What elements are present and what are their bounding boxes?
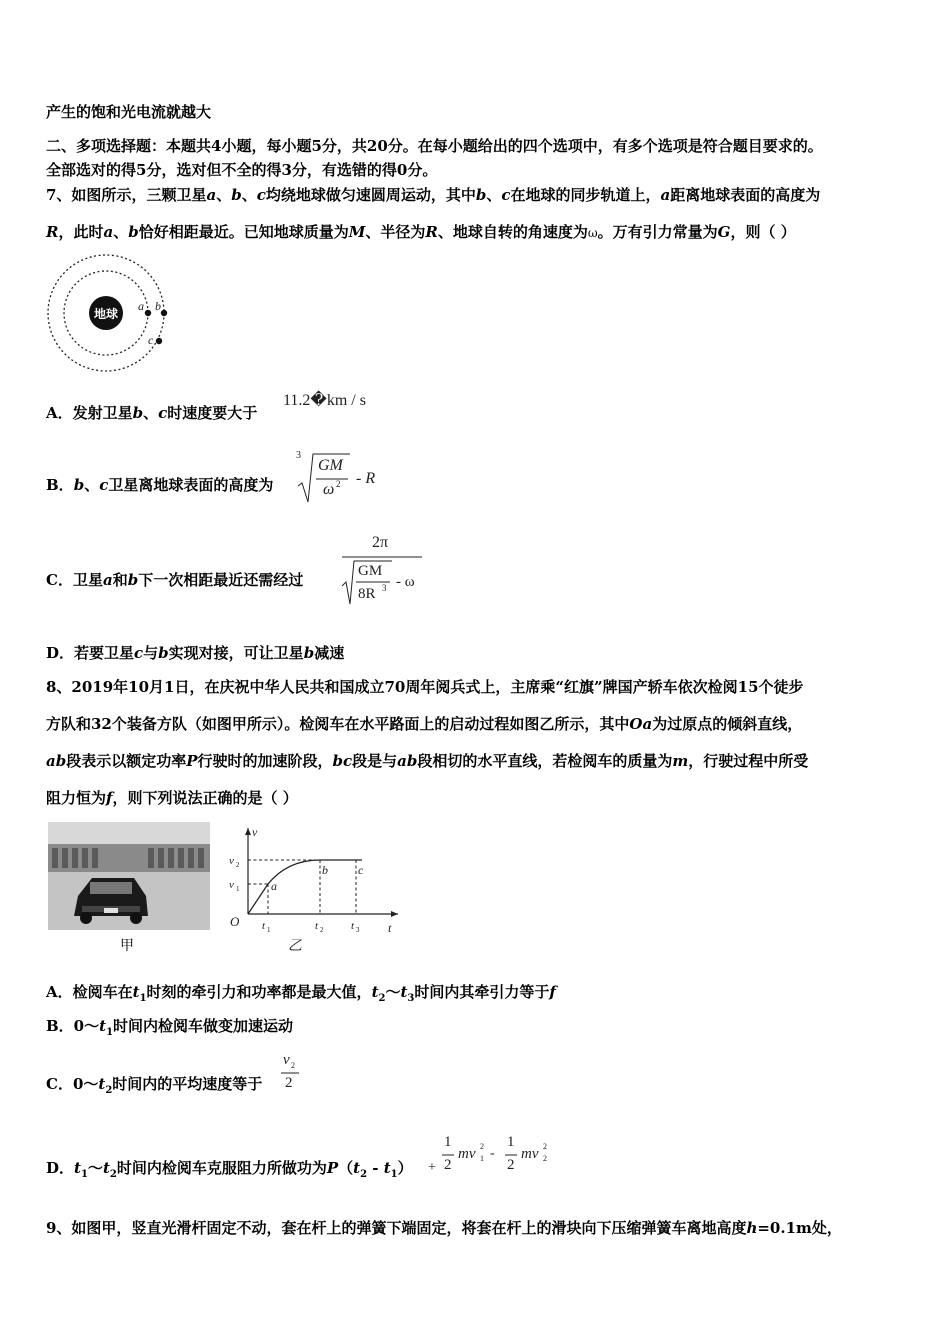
satellite-a-label: a — [138, 299, 144, 313]
point-c-label: c — [358, 863, 364, 877]
q7-option-c: C．卫星a和b下一次相距最近还需经过 — [46, 571, 304, 589]
q7-option-a: A．发射卫星b、c时速度要大于 — [46, 404, 258, 422]
option-c-tail: - ω — [396, 574, 415, 590]
d-mv1-exp: 2 — [480, 1142, 484, 1151]
t1-label: t — [262, 920, 266, 932]
d-mv2: mv — [521, 1146, 539, 1162]
d-minus: - — [490, 1146, 495, 1161]
axis-t-label: t — [388, 921, 392, 935]
d-mv2-sub: 2 — [543, 1154, 547, 1163]
q7-stem-line1: 7、如图所示，三颗卫星a、b、c均绕地球做匀速圆周运动，其中b、c在地球的同步轨道上，a距离地球表面的高度为 — [46, 186, 821, 204]
satellite-c-label: c — [148, 333, 154, 347]
q8-stem-line1: 8、2019年10月1日，在庆祝中华人民共和国成立70周年阅兵式上，主席乘“红旗”牌国产轿车依次检阅15个徒步 — [46, 678, 804, 696]
q7-option-b-formula — [296, 450, 396, 510]
root-index: 3 — [296, 450, 301, 461]
d-plus: + — [428, 1160, 436, 1175]
figure-yi-caption: 乙 — [288, 939, 302, 954]
q7-option-d: D．若要卫星c与b实现对接，可让卫星b减速 — [46, 644, 345, 662]
option-c-inner-exponent: 3 — [382, 583, 387, 593]
d-frac2-den: 2 — [507, 1157, 515, 1173]
d-mv1-sub: 1 — [480, 1154, 484, 1163]
q8-option-c: C．$0\sim t_2$时间内的平均速度等于 — [46, 1075, 263, 1096]
section2-line1: 二、多项选择题：本题共4小题，每小题5分，共20分。在每小题给出的四个选项中，有多个选项是符合题目要求的。 — [46, 137, 823, 155]
t3-label: t — [351, 920, 355, 932]
q7-stem-line2: R，此时a、b恰好相距最近。已知地球质量为M、半径为R、地球自转的角速度为ω。万有引力常量为G，则（ ） — [46, 223, 796, 241]
v2-sub: 2 — [236, 861, 240, 869]
option-b-denominator: ω — [323, 481, 335, 498]
satellite-b — [161, 310, 167, 316]
option-c-den: 2 — [285, 1075, 293, 1091]
v2-label: v — [229, 855, 234, 867]
t2-sub: 2 — [320, 926, 324, 934]
q8-vt-graph — [226, 822, 404, 954]
satellite-c — [156, 338, 162, 344]
option-b-tail: - R — [356, 470, 376, 487]
q8-parade-photo — [48, 822, 210, 930]
option-c-num-v: v — [283, 1052, 290, 1068]
q8-option-d: D．$t_1\sim t_2$时间内检阅车克服阻力所做功为$P(t_2 - t_1)$ — [46, 1159, 413, 1180]
point-b-label: b — [322, 863, 328, 877]
t2-label: t — [315, 920, 319, 932]
satellite-b-label: b — [155, 299, 161, 313]
q7-option-b: B．b、c卫星离地球表面的高度为 — [46, 476, 274, 494]
option-c-inner-numerator: GM — [358, 563, 383, 579]
q8-option-a: A．检阅车在$t_1$时刻的牵引力和功率都是最大值，$t_2\sim t_3$时间内其牵引力等于f — [46, 983, 556, 1004]
q7-option-a-math: 11.2�km / s — [283, 392, 366, 409]
q8-stem-line4: 阻力恒为f，则下列说法正确的是（ ） — [46, 789, 298, 807]
q7-option-c-formula — [340, 530, 430, 610]
origin-label: O — [230, 914, 240, 929]
vt-curve — [248, 860, 362, 914]
q8-figure-jia-caption: 甲 — [120, 938, 134, 954]
point-a-label: a — [271, 879, 277, 893]
d-mv1: mv — [458, 1146, 476, 1162]
option-b-den-exponent: 2 — [336, 479, 341, 489]
axis-v-label: v — [252, 825, 258, 839]
option-c-fraction-structure — [340, 530, 430, 610]
option-c-numerator: 2π — [372, 534, 389, 551]
satellite-a — [145, 310, 151, 316]
t1-sub: 1 — [267, 926, 271, 934]
d-frac1-num: 1 — [444, 1134, 452, 1150]
earth-label: 地球 — [93, 307, 119, 321]
d-frac2-num: 1 — [507, 1134, 515, 1150]
q8-option-c-fraction — [280, 1050, 310, 1100]
q6-tail-text: 产生的饱和光电流就越大 — [46, 103, 212, 121]
option-b-numerator: GM — [318, 457, 343, 474]
t3-sub: 3 — [356, 926, 360, 934]
v1-label: v — [229, 879, 234, 891]
option-c-inner-denominator: 8R — [358, 586, 376, 602]
q8-option-b: B．$0\sim t_1$时间内检阅车做变加速运动 — [46, 1017, 294, 1038]
section2-line2: 全部选对的得5分，选对但不全的得3分，有选错的得0分。 — [46, 161, 438, 179]
q8-stem-line3: ab段表示以额定功率P行驶时的加速阶段，bc段是与ab段相切的水平直线，若检阅车的质量为m，行驶过程中所受 — [46, 752, 809, 770]
q8-stem-line2: 方队和32个装备方队（如图甲所示）。检阅车在水平路面上的启动过程如图乙所示，其中Oa为过原点的倾斜直线， — [46, 715, 803, 733]
q7-orbit-figure — [44, 252, 174, 374]
option-c-num-sub: 2 — [291, 1061, 295, 1070]
q9-stem-line1: 9、如图甲，竖直光滑杆固定不动，套在杆上的弹簧下端固定，将套在杆上的滑块向下压缩弹簧车离地高度h=0.1m处， — [46, 1219, 842, 1237]
d-frac1-den: 2 — [444, 1157, 452, 1173]
v1-sub: 1 — [236, 885, 240, 893]
d-mv2-exp: 2 — [543, 1142, 547, 1151]
q8-option-d-formula — [428, 1130, 558, 1190]
